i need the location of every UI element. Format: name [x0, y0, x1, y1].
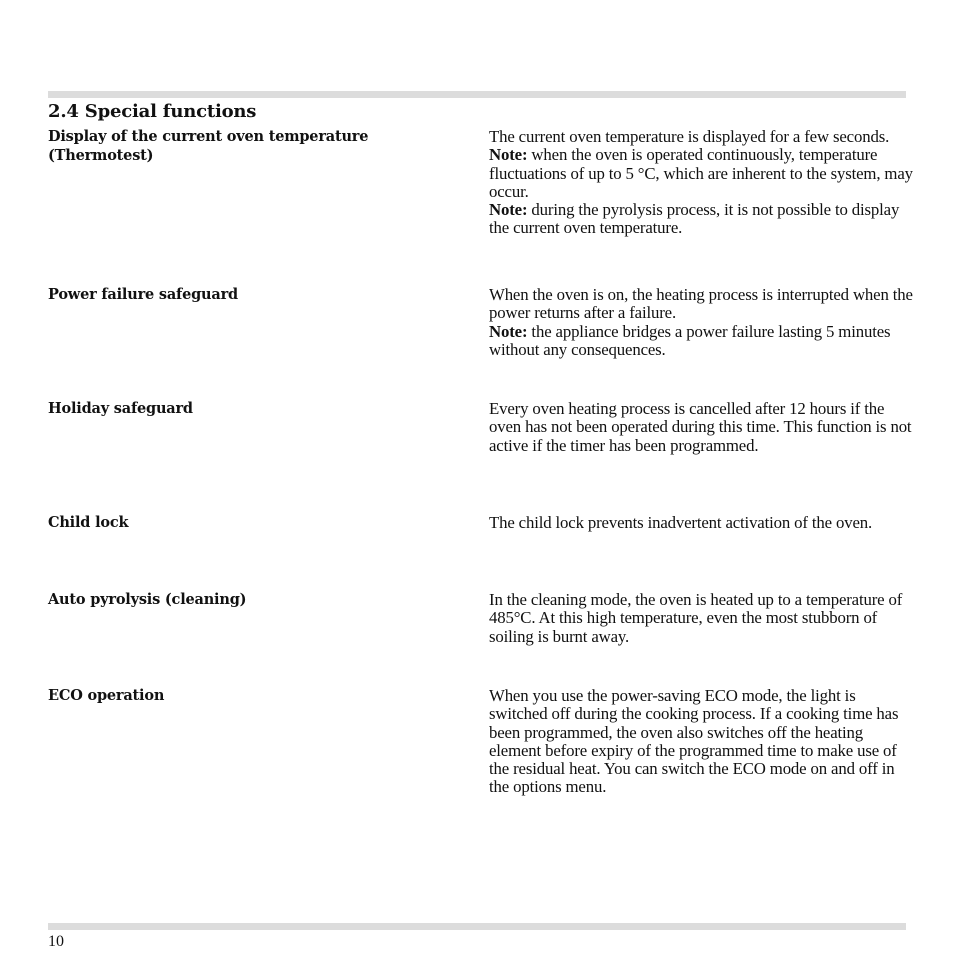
description-text: When the oven is on, the heating process is interrupted when the power returns after a failure.: [489, 285, 913, 323]
note-label: Note:: [489, 321, 528, 341]
function-term: ECO operation: [48, 687, 165, 704]
function-term: Power failure safeguard: [48, 286, 238, 303]
note-text: the appliance bridges a power failure lasting 5 minutes without any consequences.: [489, 321, 891, 359]
note-paragraph: [489, 201, 913, 238]
top-divider: [48, 91, 906, 98]
description-text: The current oven temperature is displayed for a few seconds.: [489, 127, 890, 146]
note-label: Note:: [489, 200, 528, 220]
function-term: Display of the current oven temperature (Thermotest): [48, 128, 369, 164]
note-paragraph: [489, 323, 913, 360]
page-number: 10: [48, 933, 64, 950]
note-label: Note:: [489, 145, 528, 165]
note-text: when the oven is operated continuously, temperature fluctuations of up to 5 °C, which are inherent to the system, may occur.: [489, 145, 913, 201]
function-term: Holiday safeguard: [48, 400, 193, 417]
section-title: 2.4 Special functions: [48, 101, 257, 122]
function-description: [489, 591, 913, 646]
description-text: In the cleaning mode, the oven is heated up to a temperature of 485°C. At this high temperature, even the most stubborn of soiling is burnt away.: [489, 590, 903, 646]
description-text: Every oven heating process is cancelled after 12 hours if the oven has not been operated during this time. This function is not active if the timer has been programmed.: [489, 399, 912, 455]
function-description: [489, 286, 913, 359]
description-text: The child lock prevents inadvertent activation of the oven.: [489, 513, 873, 532]
note-paragraph: [489, 146, 913, 201]
function-term: Auto pyrolysis (cleaning): [48, 591, 247, 608]
function-description: [489, 128, 913, 238]
description-text: When you use the power-saving ECO mode, the light is switched off during the cooking process. If a cooking time has been programmed, the oven also switches off the heating element before expiry of the programmed time to make use of the residual heat. You can switch the ECO mode on and off in the options menu.: [489, 686, 899, 797]
function-term: Child lock: [48, 514, 129, 531]
bottom-divider: [48, 923, 906, 930]
function-description: [489, 400, 913, 455]
function-description: [489, 687, 913, 797]
note-text: during the pyrolysis process, it is not possible to display the current oven temperature.: [489, 200, 900, 238]
function-description: [489, 514, 913, 532]
